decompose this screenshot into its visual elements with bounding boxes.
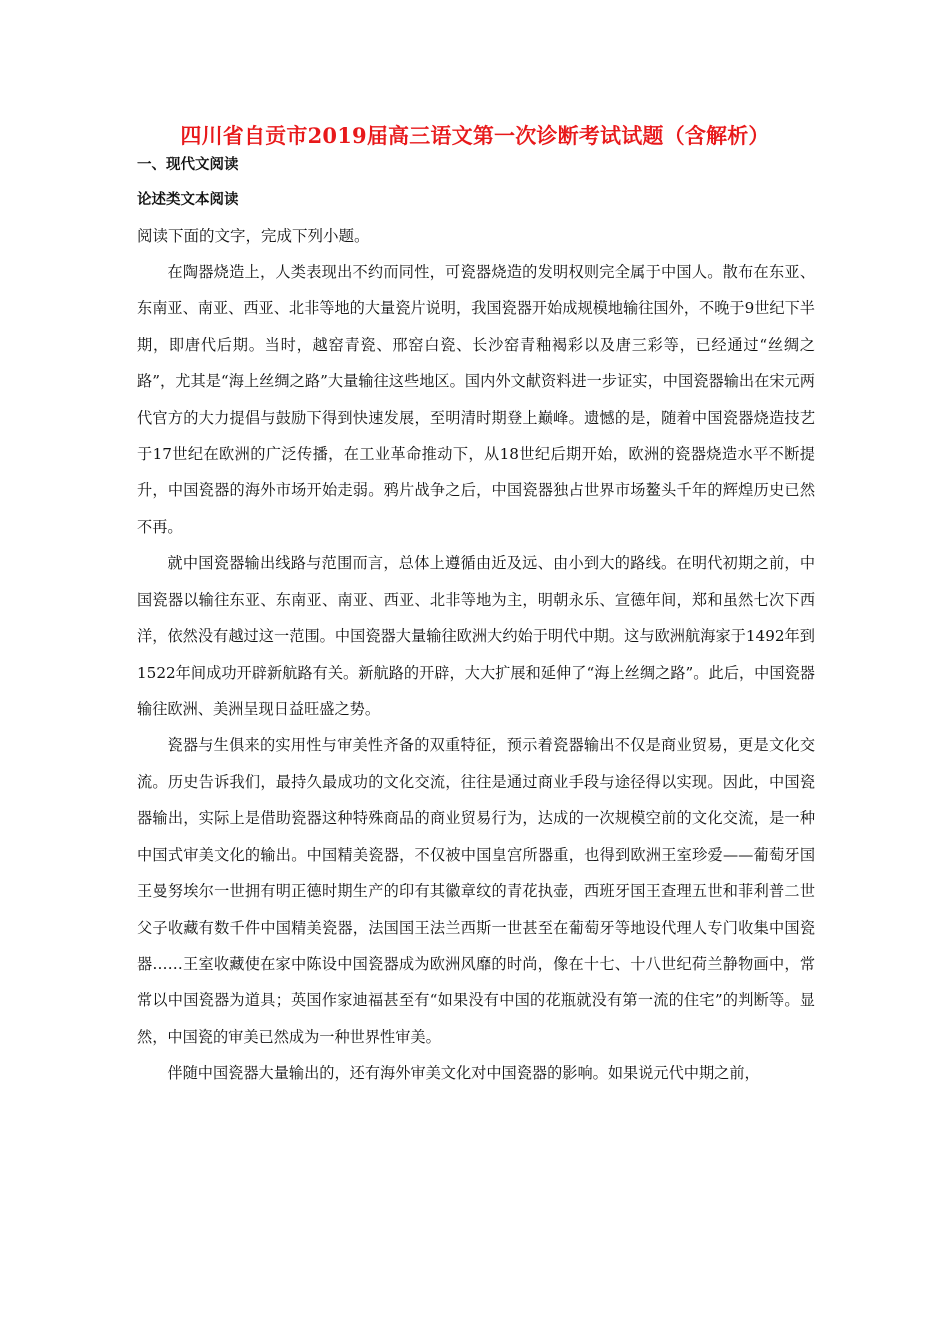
reading-instruction: 阅读下面的文字，完成下列小题。: [137, 227, 370, 245]
article-body: [137, 254, 815, 1092]
subsection-heading: 论述类文本阅读: [137, 192, 239, 208]
paragraph: 伴随中国瓷器大量输出的，还有海外审美文化对中国瓷器的影响。如果说元代中期之前，: [167, 1064, 760, 1083]
paragraph: 就中国瓷器输出线路与范围而言，总体上遵循由近及远、由小到大的路线。在明代初期之前，中国瓷器以输往东亚、东南亚、南亚、西亚、北非等地为主，明朝永乐、宣德年间，郑和虽然七次下西洋，依然没有越过这一范围。中国瓷器大量输往欧洲大约始于明代中期。这与欧洲航海家于1492年到1522年间成功开辟新航路有关。新航路的开辟，大大扩展和延伸了“海上丝绸之路”。此后，中国瓷器输往欧洲、美洲呈现日益旺盛之势。: [137, 554, 815, 718]
paragraph: 在陶器烧造上，人类表现出不约而同性，可瓷器烧造的发明权则完全属于中国人。散布在东亚、东南亚、南亚、西亚、北非等地的大量瓷片说明，我国瓷器开始成规模地输往国外，不晚于9世纪下半期，即唐代后期。当时，越窑青瓷、邢窑白瓷、长沙窑青釉褐彩以及唐三彩等，已经通过“丝绸之路”，尤其是“海上丝绸之路”大量输往这些地区。国内外文献资料进一步证实，中国瓷器输出在宋元两代官方的大力提倡与鼓励下得到快速发展，至明清时期登上巅峰。遗憾的是，随着中国瓷器烧造技艺于17世纪在欧洲的广泛传播，在工业革命推动下，从18世纪后期开始，欧洲的瓷器烧造水平不断提升，中国瓷器的海外市场开始走弱。鸦片战争之后，中国瓷器独占世界市场鳌头千年的辉煌历史已然不再。: [137, 263, 815, 536]
document-title: 四川省自贡市2019届高三语文第一次诊断考试试题（含解析）: [180, 123, 770, 148]
section-heading: 一、现代文阅读: [137, 157, 239, 173]
paragraph: 瓷器与生俱来的实用性与审美性齐备的双重特征，预示着瓷器输出不仅是商业贸易，更是文化交流。历史告诉我们，最持久最成功的文化交流，往往是通过商业手段与途径得以实现。因此，中国瓷器输出，实际上是借助瓷器这种特殊商品的商业贸易行为，达成的一次规模空前的文化交流，是一种中国式审美文化的输出。中国精美瓷器，不仅被中国皇宫所器重，也得到欧洲王室珍爱——葡萄牙国王曼努埃尔一世拥有明正德时期生产的印有其徽章纹的青花执壶，西班牙国王查理五世和菲利普二世父子收藏有数千件中国精美瓷器，法国国王法兰西斯一世甚至在葡萄牙等地设代理人专门收集中国瓷器……王室收藏使在家中陈设中国瓷器成为欧洲风靡的时尚，像在十七、十八世纪荷兰静物画中，常常以中国瓷器为道具；英国作家迪福甚至有“如果没有中国的花瓶就没有第一流的住宅”的判断等。显然，中国瓷的审美已然成为一种世界性审美。: [137, 736, 815, 1046]
